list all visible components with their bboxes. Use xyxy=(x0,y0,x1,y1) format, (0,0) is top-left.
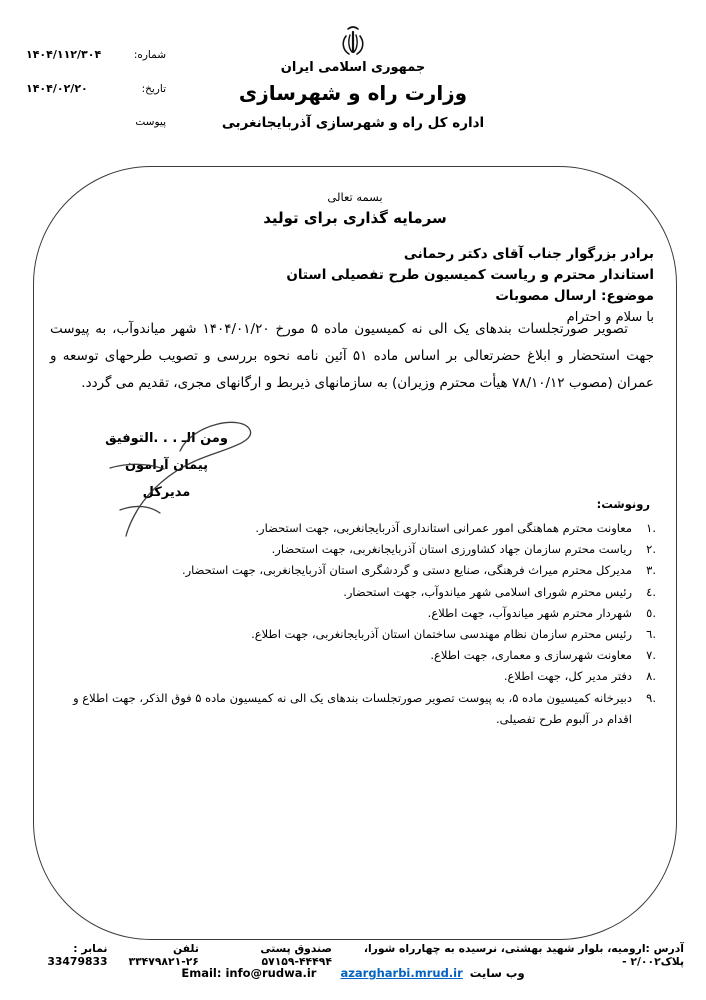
cc-item-text: شهردار محترم شهر میاندوآب، جهت اطلاع. xyxy=(427,605,632,620)
footer-address-line xyxy=(18,942,684,968)
date-value: ۱۴۰۴/۰۲/۲۰ xyxy=(26,82,88,95)
website-link[interactable]: azargharbi.mrud.ir xyxy=(340,966,463,980)
salutation-line: با سلام و احترام xyxy=(566,310,654,325)
cc-item-number: ۲. xyxy=(646,542,656,557)
cc-item xyxy=(46,582,656,603)
cc-item-number: ۸. xyxy=(646,669,656,684)
cc-item xyxy=(46,688,656,730)
footer-email: Email: info@rudwa.ir xyxy=(181,966,317,980)
year-slogan: سرمایه گذاری برای تولید xyxy=(263,209,447,227)
signer-title: مدیرکل xyxy=(142,485,191,500)
attachment-label: پیوست xyxy=(135,116,166,128)
letter-number-row xyxy=(26,48,166,61)
cc-item-text: رئیس محترم شورای اسلامی شهر میاندوآب، جهت استحضار. xyxy=(343,584,632,599)
cc-item-number: ۳. xyxy=(646,563,656,578)
footer-phone: تلفن ۲۶-۳۳۴۷۹۸۲۱ xyxy=(128,942,199,968)
letter-date-row xyxy=(26,82,166,95)
footer-street-address: آدرس :ارومیه، بلوار شهید بهشتی، نرسیده به چهارراه شورا، پلاک۲/۰۰۲ - xyxy=(363,942,684,968)
cc-item-text: معاونت شهرسازی و معماری، جهت اطلاع. xyxy=(430,648,632,663)
letter-attachment-row xyxy=(26,116,166,128)
addressee-line-1: برادر بزرگوار جناب آقای دکتر رحمانی xyxy=(403,246,654,262)
letter-body-paragraph: تصویر صورتجلسات بندهای یک الی نه کمیسیون ماده ۵ مورخ ۱۴۰۴/۰۱/۲۰ شهر میاندوآب، به پیوست جهت استحضار و ابلاغ حضرتعالی بر اساس ماده ۵۱ آئین نامه نحوه بررسی و تصویب طرحهای توسعه و عمران (مصوب ۷۸/۱۰/۱۲ هیأت محترم وزیران) به سازمانهای ذیربط و ارگانهای مجری، تقدیم می گردد. xyxy=(50,321,654,391)
closing-phrase: ومن الـ . . .التوفیق xyxy=(105,431,228,446)
cc-item xyxy=(46,624,656,645)
iran-emblem-icon xyxy=(339,25,367,59)
letter-body-frame xyxy=(33,166,677,940)
cc-item xyxy=(46,666,656,687)
basmala-text: بسمه تعالی xyxy=(327,190,383,204)
cc-item-text: مدیرکل محترم میراث فرهنگی، صنایع دستی و گردشگری استان آذربایجانغربی، جهت استحضار. xyxy=(181,563,632,578)
header-department: اداره کل راه و شهرسازی آذربایجانغربی xyxy=(221,115,485,131)
cc-item xyxy=(46,518,656,539)
header-ministry-title: وزارت راه و شهرسازی xyxy=(238,81,468,105)
header-country: جمهوری اسلامی ایران xyxy=(280,60,426,75)
letter-meta-block xyxy=(26,48,166,149)
subject-line: موضوع: ارسال مصوبات xyxy=(495,288,654,304)
website-label: وب سایت xyxy=(469,966,525,980)
cc-item-number: ٦. xyxy=(646,627,656,642)
number-value: ۱۴۰۴/۱۱۲/۳۰۴ xyxy=(26,48,102,61)
cc-section xyxy=(46,497,656,730)
footer-po-box: صندوق پستی ۴۴۴۹۴-۵۷۱۵۹ xyxy=(260,942,332,968)
cc-item-number: ۷. xyxy=(646,648,656,663)
cc-item-number: ٤. xyxy=(646,584,656,599)
cc-item xyxy=(46,539,656,560)
cc-item-text: رئیس محترم سازمان نظام مهندسی ساختمان استان آذربایجانغربی، جهت اطلاع. xyxy=(251,627,632,642)
cc-item xyxy=(46,603,656,624)
cc-item-number: ۱. xyxy=(646,521,656,535)
footer-contact-line xyxy=(0,966,706,980)
addressee-line-2: استاندار محترم و ریاست کمیسیون طرح تفصیلی استان xyxy=(286,267,654,283)
signer-name: پیمان آرامون xyxy=(124,458,209,473)
cc-label: رونوشت: xyxy=(596,497,650,511)
cc-item-number: ٥. xyxy=(646,605,656,620)
date-label: تاریخ: xyxy=(141,83,166,95)
footer-fax: نمابر : 33479833 xyxy=(47,942,108,968)
cc-item-text: دفتر مدیر کل، جهت اطلاع. xyxy=(503,669,632,684)
cc-item xyxy=(46,645,656,666)
number-label: شماره: xyxy=(133,49,166,61)
cc-item-text: دبیرخانه کمیسیون ماده ۵، به پیوست تصویر صورتجلسات بندهای یک الی نه کمیسیون ماده ۵ فوق الذکر، جهت اطلاع و اقدام در آلبوم طرح تفصیلی. xyxy=(73,690,632,726)
cc-item-number: ۹. xyxy=(646,690,656,705)
cc-item-text: ریاست محترم سازمان جهاد کشاورزی استان آذربایجانغربی، جهت استحضار. xyxy=(271,542,632,557)
cc-item xyxy=(46,560,656,581)
cc-item-text: معاونت محترم هماهنگی امور عمرانی استانداری آذربایجانغربی، جهت استحضار. xyxy=(255,521,632,535)
